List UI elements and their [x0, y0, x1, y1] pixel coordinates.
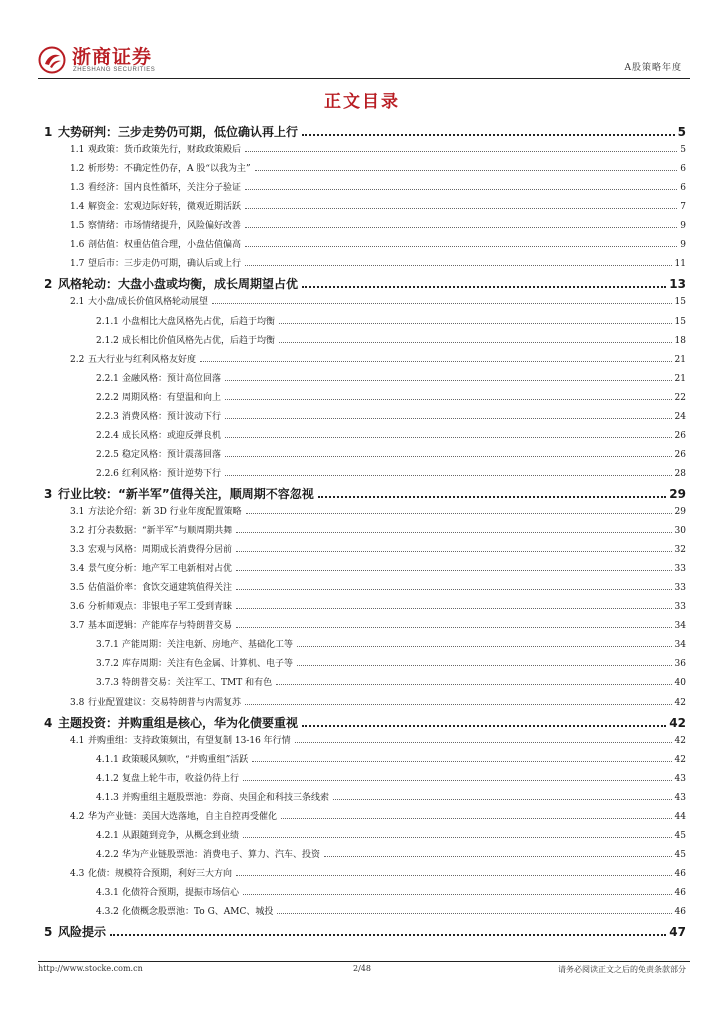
- toc-entry-page: 46: [674, 868, 686, 879]
- toc-entry-number: 4.1.3: [96, 792, 119, 803]
- toc-entry-number: 3.3: [70, 545, 85, 556]
- toc-entry-number: 4: [44, 715, 53, 730]
- toc-entry-title: 看经济：国内良性循环，关注分子验证: [88, 183, 242, 194]
- toc-entry-level2[interactable]: [70, 258, 686, 270]
- toc-leader-dots: [302, 725, 666, 727]
- toc-entry-level2[interactable]: [70, 868, 686, 880]
- toc-entry-number: 3.1: [70, 507, 85, 517]
- toc-entry-number: 2.1: [70, 297, 85, 308]
- toc-entry-number: 4.2: [70, 811, 85, 822]
- toc-leader-dots: [297, 665, 672, 666]
- toc-entry-page: 43: [674, 792, 686, 803]
- toc-leader-dots: [245, 704, 672, 705]
- toc-entry-page: 42: [674, 697, 686, 708]
- toc-entry-page: 44: [674, 811, 686, 822]
- toc-entry-number: 4.1.2: [96, 773, 119, 784]
- toc-entry-title: 观政策：货币政策先行，财政政策殿后: [88, 145, 242, 156]
- toc-leader-dots: [236, 627, 672, 628]
- toc-entry-title: 库存周期：关注有色金属、计算机、电子等: [122, 659, 294, 670]
- toc-entry-level3[interactable]: [96, 449, 686, 461]
- toc-entry-level1[interactable]: [44, 487, 686, 502]
- toc-leader-dots: [324, 856, 672, 857]
- toc-entry-level2[interactable]: [70, 697, 686, 709]
- toc-entry-title: 化债：规模符合预期，利好三大方向: [88, 868, 233, 879]
- toc-leader-dots: [225, 475, 672, 476]
- toc-entry-title: 五大行业与红利风格友好度: [88, 354, 197, 365]
- logo-mark-icon: [38, 46, 68, 74]
- toc-leader-dots: [245, 227, 677, 228]
- toc-entry-page: 13: [669, 277, 686, 292]
- toc-leader-dots: [225, 380, 672, 381]
- toc-entry-level3[interactable]: [96, 335, 686, 347]
- toc-entry-page: 42: [674, 754, 686, 765]
- toc-entry-title: 华为产业链：美国大选落地，自主自控再受催化: [88, 811, 278, 822]
- toc-entry-level3[interactable]: [96, 468, 686, 480]
- toc-entry-number: 2.2.2: [96, 392, 119, 403]
- toc-entry-page: 34: [674, 640, 686, 651]
- toc-entry-level3[interactable]: [96, 906, 686, 918]
- toc-entry-number: 4.2.2: [96, 849, 119, 860]
- toc-entry-number: 1: [44, 125, 53, 139]
- toc-entry-title: 金融风格：预计高位回落: [122, 373, 222, 384]
- toc-entry-number: 3: [44, 486, 53, 501]
- toc-entry-number: 3.7.3: [96, 678, 119, 689]
- toc-entry-title: 并购重组：支持政策频出，有望复制 13-16 年行情: [88, 735, 291, 746]
- toc-entry-page: 29: [674, 507, 686, 517]
- toc-leader-dots: [225, 399, 672, 400]
- toc-entry-title: 成长相比价值风格先占优，后趋于均衡: [122, 335, 276, 346]
- toc-entry-level3[interactable]: [96, 430, 686, 442]
- toc-entry-title: 方法论介绍：新 3D 行业年度配置策略: [88, 507, 242, 517]
- toc-entry-page: 40: [674, 678, 686, 689]
- toc-entry-level3[interactable]: [96, 887, 686, 899]
- toc-entry-title: 景气度分析：地产军工电新相对占优: [88, 564, 233, 575]
- toc-entry-level3[interactable]: [96, 392, 686, 404]
- toc-entry-page: 9: [680, 221, 686, 232]
- toc-leader-dots: [295, 742, 672, 743]
- toc-entry-title: 政策暖风频吹，“并购重组”活跃: [122, 754, 249, 765]
- toc-entry-number: 4.1: [70, 735, 85, 746]
- toc-entry-title: 剖估值：权重估值合理，小盘估值偏高: [88, 240, 242, 251]
- toc-entry-level3[interactable]: [96, 411, 686, 423]
- toc-entry-page: 5: [677, 125, 686, 139]
- toc-entry-page: 15: [674, 297, 686, 308]
- toc-entry-title: 分析师观点：非银电子军工受到青睐: [88, 602, 233, 613]
- toc-leader-dots: [110, 934, 666, 936]
- toc-entry-level2[interactable]: [70, 201, 686, 213]
- toc-entry-page: 29: [669, 486, 686, 501]
- toc-entry-title: 大小盘/成长价值风格轮动展望: [88, 297, 209, 308]
- toc-entry-level2[interactable]: [70, 239, 686, 251]
- toc-entry-title: 成长风格：或迎反弹良机: [122, 430, 222, 441]
- toc-entry-number: 1.1: [70, 145, 85, 156]
- toc-entry-number: 3.6: [70, 602, 85, 613]
- toc-entry-level3[interactable]: [96, 849, 686, 861]
- toc-entry-level2[interactable]: [70, 354, 686, 366]
- toc-entry-number: 3.7: [70, 621, 85, 632]
- toc-leader-dots: [318, 496, 667, 498]
- toc-leader-dots: [212, 303, 672, 304]
- toc-entry-number: 2.1.1: [96, 316, 119, 327]
- toc-entry-title: 复盘上轮牛市，收益仍待上行: [122, 773, 240, 784]
- toc-leader-dots: [277, 913, 671, 914]
- toc-entry-page: 24: [674, 411, 686, 422]
- toc-leader-dots: [243, 780, 672, 781]
- page-header: [38, 44, 690, 78]
- toc-entry-title: 打分表数据：“新半军”与顺周期共舞: [88, 526, 233, 537]
- toc-entry-title: 大势研判：三步走势仍可期，低位确认再上行: [58, 125, 299, 139]
- toc-entry-level3[interactable]: [96, 677, 686, 689]
- toc-leader-dots: [225, 456, 672, 457]
- toc-entry-number: 1.5: [70, 221, 85, 232]
- toc-entry-title: 望后市：三步走仍可期，确认后或上行: [88, 259, 242, 270]
- toc-entry-number: 4.3.2: [96, 907, 119, 918]
- toc-entry-page: 33: [674, 602, 686, 613]
- toc-leader-dots: [245, 151, 677, 152]
- toc-leader-dots: [236, 608, 672, 609]
- toc-entry-title: 行业配置建议：交易特朗普与内需复苏: [88, 697, 242, 708]
- toc-entry-number: 4.1.1: [96, 754, 119, 765]
- toc-leader-dots: [225, 418, 672, 419]
- company-logo: [38, 44, 198, 78]
- toc-entry-number: 4.3.1: [96, 888, 119, 898]
- toc-entry-title: 化债概念股票池：To G、AMC、城投: [122, 907, 274, 918]
- toc-entry-title: 稳定风格：预计震荡回落: [122, 449, 222, 460]
- toc-entry-title: 产能周期：关注电新、房地产、基础化工等: [122, 640, 294, 651]
- toc-entry-page: 15: [674, 316, 686, 327]
- toc-leader-dots: [236, 570, 672, 571]
- toc-entry-level2[interactable]: [70, 811, 686, 823]
- toc-leader-dots: [297, 646, 672, 647]
- toc-entry-level3[interactable]: [96, 754, 686, 766]
- toc-entry-number: 2.2: [70, 354, 85, 365]
- toc-leader-dots: [276, 684, 671, 685]
- toc-entry-number: 1.7: [70, 259, 85, 270]
- toc-entry-level2[interactable]: [70, 182, 686, 194]
- toc-entry-level2[interactable]: [70, 582, 686, 594]
- toc-entry-level1[interactable]: [44, 925, 686, 940]
- toc-leader-dots: [243, 894, 672, 895]
- toc-entry-title: 小盘相比大盘风格先占优，后趋于均衡: [122, 316, 276, 327]
- logo-text-cn: 浙商证券: [72, 46, 153, 68]
- toc-entry-page: 9: [680, 240, 686, 251]
- toc-entry-number: 1.6: [70, 240, 85, 251]
- toc-leader-dots: [236, 589, 672, 590]
- toc-entry-level3[interactable]: [96, 773, 686, 785]
- toc-entry-page: 30: [674, 526, 686, 537]
- toc-leader-dots: [279, 342, 672, 343]
- toc-entry-page: 42: [674, 735, 686, 746]
- logo-text-en: ZHESHANG SECURITIES: [73, 67, 156, 73]
- toc-entry-level2[interactable]: [70, 601, 686, 613]
- toc-entry-number: 2: [44, 277, 53, 292]
- toc-leader-dots: [225, 437, 672, 438]
- toc-entry-level3[interactable]: [96, 373, 686, 385]
- toc-entry-number: 3.8: [70, 697, 85, 708]
- toc-entry-title: 基本面逻辑：产能库存与特朗普交易: [88, 621, 233, 632]
- toc-entry-number: 1.4: [70, 202, 85, 213]
- toc-leader-dots: [236, 875, 672, 876]
- toc-entry-title: 行业比较：“新半军”值得关注，顺周期不容忽视: [58, 486, 314, 501]
- toc-entry-level2[interactable]: [70, 163, 686, 175]
- toc-entry-number: 5: [44, 925, 53, 940]
- toc-entry-title: 宏观与风格：周期成长消费得分居前: [88, 545, 233, 556]
- toc-leader-dots: [279, 323, 672, 324]
- toc-entry-page: 21: [674, 354, 686, 365]
- toc-entry-page: 34: [674, 621, 686, 632]
- toc-entry-page: 36: [674, 659, 686, 670]
- toc-leader-dots: [236, 551, 672, 552]
- toc-leader-dots: [245, 189, 677, 190]
- toc-entry-number: 3.4: [70, 564, 85, 575]
- toc-entry-title: 红利风格：预计逆势下行: [122, 468, 222, 479]
- report-type-label: A股策略年度: [624, 63, 682, 73]
- toc-entry-level3[interactable]: [96, 658, 686, 670]
- header-divider: [38, 78, 690, 79]
- toc-leader-dots: [302, 134, 675, 136]
- toc-entry-title: 风险提示: [58, 925, 107, 940]
- toc-entry-page: 46: [674, 907, 686, 918]
- toc-leader-dots: [302, 286, 666, 288]
- toc-entry-level3[interactable]: [96, 830, 686, 842]
- toc-entry-page: 26: [674, 449, 686, 460]
- toc-entry-number: 1.2: [70, 164, 85, 175]
- toc-entry-level1[interactable]: [44, 716, 686, 731]
- toc-entry-page: 42: [669, 715, 686, 730]
- toc-leader-dots: [245, 265, 672, 266]
- toc-entry-number: 2.2.4: [96, 430, 119, 441]
- footer-divider: [38, 961, 690, 962]
- toc-entry-level2[interactable]: [70, 563, 686, 575]
- toc-entry-page: 47: [669, 925, 686, 940]
- toc-leader-dots: [281, 818, 672, 819]
- toc-entry-title: 化债符合预期，提振市场信心: [122, 888, 240, 898]
- toc-entry-title: 特朗普交易：关注军工、TMT 和有色: [122, 678, 273, 689]
- toc-entry-number: 3.5: [70, 583, 85, 594]
- toc-entry-title: 估值溢价率：食饮交通建筑值得关注: [88, 583, 233, 594]
- toc-leader-dots: [245, 208, 677, 209]
- toc-leader-dots: [246, 513, 672, 514]
- toc-leader-dots: [236, 532, 671, 533]
- toc-entry-page: 11: [674, 259, 686, 270]
- toc-entry-title: 析形势：不确定性仍存，A 股“以我为主”: [88, 164, 251, 175]
- toc-leader-dots: [243, 837, 672, 838]
- toc-entry-number: 2.1.2: [96, 335, 119, 346]
- toc-entry-page: 46: [674, 888, 686, 898]
- toc-entry-title: 消费风格：预计波动下行: [122, 411, 222, 422]
- toc-entry-level2[interactable]: [70, 620, 686, 632]
- toc-entry-level2[interactable]: [70, 296, 686, 308]
- toc-entry-title: 从跟随到竞争，从概念到业绩: [122, 830, 240, 841]
- toc-entry-title: 并购重组主题股票池：券商、央国企和科技三条线索: [122, 792, 330, 803]
- toc-entry-level2[interactable]: [70, 144, 686, 156]
- toc-entry-level2[interactable]: [70, 525, 686, 537]
- toc-entry-level3[interactable]: [96, 639, 686, 651]
- toc-entry-level3[interactable]: [96, 792, 686, 804]
- toc-entry-page: 33: [674, 564, 686, 575]
- toc-leader-dots: [333, 799, 672, 800]
- toc-leader-dots: [245, 246, 677, 247]
- toc-entry-level2[interactable]: [70, 220, 686, 232]
- toc-entry-level3[interactable]: [96, 316, 686, 328]
- toc-leader-dots: [200, 361, 672, 362]
- toc-entry-number: 2.2.6: [96, 468, 119, 479]
- toc-entry-title: 察情绪：市场情绪提升，风险偏好改善: [88, 221, 242, 232]
- toc-entry-title: 华为产业链股票池：消费电子、算力、汽车、投资: [122, 849, 321, 860]
- toc-entry-number: 1.3: [70, 183, 85, 194]
- footer-url-link[interactable]: http://www.stocke.com.cn: [38, 964, 143, 973]
- toc-entry-number: 3.7.1: [96, 640, 119, 651]
- toc-entry-page: 18: [674, 335, 686, 346]
- toc-leader-dots: [255, 170, 678, 171]
- toc-entry-page: 28: [674, 468, 686, 479]
- toc-entry-page: 22: [674, 392, 686, 403]
- footer-disclaimer: 请务必阅读正文之后的免责条款部分: [558, 965, 686, 974]
- toc-entry-number: 3.2: [70, 526, 85, 537]
- toc-entry-page: 45: [674, 849, 686, 860]
- toc-entry-page: 43: [674, 773, 686, 784]
- toc-entry-page: 26: [674, 430, 686, 441]
- toc-entry-page: 6: [680, 183, 686, 194]
- toc-entry-page: 7: [680, 202, 686, 213]
- toc-entry-title: 解资金：宏观边际好转，微观近期活跃: [88, 202, 242, 213]
- toc-entry-level1[interactable]: [44, 125, 686, 140]
- toc-entry-number: 4.2.1: [96, 830, 119, 841]
- toc-entry-page: 33: [674, 583, 686, 594]
- toc-entry-title: 主题投资：并购重组是核心，华为化债要重视: [58, 715, 299, 730]
- toc-leader-dots: [252, 761, 671, 762]
- page-number: 2/48: [353, 964, 371, 973]
- page-title: 正文目录: [324, 92, 400, 112]
- toc-entry-page: 32: [674, 545, 686, 556]
- toc-entry-number: 3.7.2: [96, 659, 119, 670]
- toc-entry-title: 风格轮动：大盘小盘或均衡，成长周期望占优: [58, 277, 299, 292]
- toc-entry-number: 2.2.5: [96, 449, 119, 460]
- toc-entry-level2[interactable]: [70, 544, 686, 556]
- toc-entry-number: 2.2.3: [96, 411, 119, 422]
- toc-entry-number: 2.2.1: [96, 373, 119, 384]
- toc-entry-page: 21: [674, 373, 686, 384]
- toc-entry-title: 周期风格：有望温和向上: [122, 392, 222, 403]
- toc-entry-page: 6: [680, 164, 686, 175]
- toc-entry-level2[interactable]: [70, 735, 686, 747]
- toc-entry-page: 45: [674, 830, 686, 841]
- toc-entry-page: 5: [680, 145, 686, 156]
- toc-entry-level1[interactable]: [44, 277, 686, 292]
- toc-entry-level2[interactable]: [70, 506, 686, 518]
- toc-entry-number: 4.3: [70, 868, 85, 879]
